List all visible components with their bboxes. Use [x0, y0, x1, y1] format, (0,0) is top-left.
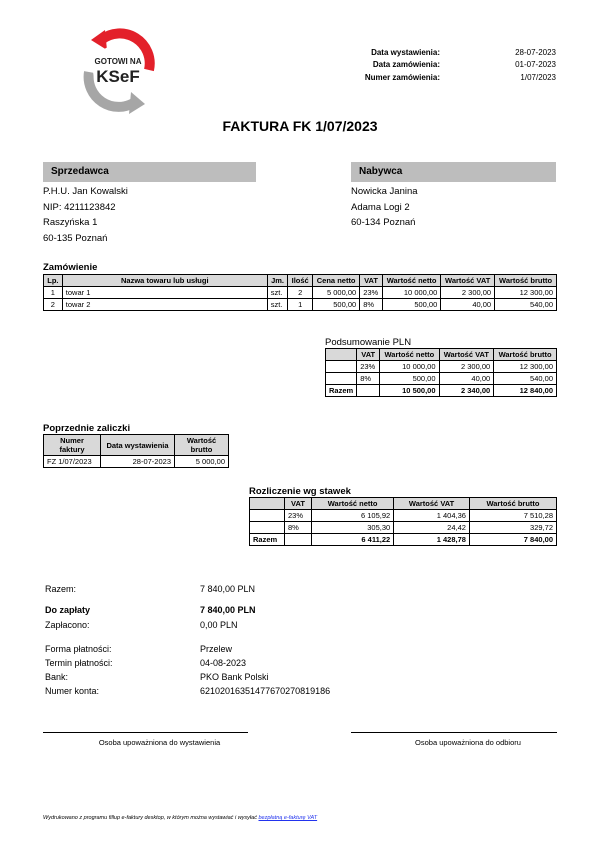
footer-link[interactable]: bezpłatną e-fakturę VAT: [258, 815, 318, 821]
col-header: [326, 349, 357, 361]
summary-label: Bank:: [45, 672, 69, 682]
col-header: Ilość: [288, 275, 313, 287]
cell: 8%: [285, 522, 312, 534]
meta-label: Numer zamówienia:: [364, 72, 440, 82]
meta-row: [300, 46, 556, 59]
summary-row: [45, 686, 445, 696]
buyer-line: 60-134 Poznań: [351, 217, 416, 228]
cell: towar 2: [62, 299, 267, 311]
cell: 1 428,78: [394, 534, 470, 546]
col-header: Cena netto: [313, 275, 360, 287]
table-row: [44, 456, 229, 468]
cell: 329,72: [469, 522, 556, 534]
summary-value: 7 840,00 PLN: [200, 605, 256, 615]
col-header: Wartość netto: [382, 275, 440, 287]
summary-label: Do zapłaty: [45, 605, 91, 615]
summary-value: 04-08-2023: [200, 658, 247, 668]
meta-value: 1/07/2023: [520, 72, 556, 82]
table-header-row: [44, 435, 229, 456]
cell: 40,00: [439, 373, 494, 385]
signature-label-issuer: Osoba upoważniona do wystawienia: [98, 738, 221, 747]
cell: [285, 534, 312, 546]
cell: 23%: [360, 287, 383, 299]
advances-table: [43, 434, 229, 468]
summary-label: Forma płatności:: [45, 644, 112, 654]
rates-table: [249, 497, 557, 546]
summary-label: Numer konta:: [45, 686, 100, 696]
col-header: Nazwa towaru lub usługi: [62, 275, 267, 287]
col-header: Lp.: [44, 275, 63, 287]
cell: 10 500,00: [380, 385, 439, 397]
seller-line: Raszyńska 1: [43, 217, 98, 228]
meta-value: 28-07-2023: [515, 47, 556, 57]
summary-value: Przelew: [200, 644, 233, 654]
col-header: Wartość brutto: [494, 349, 557, 361]
logo-line1: GOTOWI NA: [94, 57, 142, 66]
pln-summary-heading: Podsumowanie PLN: [325, 337, 412, 348]
rates-heading: Rozliczenie wg stawek: [249, 486, 351, 497]
cell: 5 000,00: [313, 287, 360, 299]
col-header: Wartość brutto: [175, 435, 229, 456]
seller-line: P.H.U. Jan Kowalski: [43, 186, 128, 197]
cell: towar 1: [62, 287, 267, 299]
summary-value: 0,00 PLN: [200, 620, 238, 630]
col-header: Wartość netto: [312, 498, 394, 510]
cell: [250, 522, 285, 534]
table-row: [326, 361, 557, 373]
summary-value: 62102016351477670270819186: [200, 686, 331, 696]
cell: 500,00: [382, 299, 440, 311]
cell: 1: [288, 299, 313, 311]
summary-value: PKO Bank Polski: [200, 672, 269, 682]
summary-row: [45, 658, 445, 668]
cell: szt.: [267, 287, 288, 299]
summary-label: Zapłacono:: [45, 620, 90, 630]
table-row: [250, 510, 557, 522]
summary-value: 7 840,00 PLN: [200, 584, 256, 594]
cell: szt.: [267, 299, 288, 311]
buyer-heading: Nabywca: [351, 162, 556, 182]
cell: 2: [44, 299, 63, 311]
table-total-row: [326, 385, 557, 397]
col-header: Jm.: [267, 275, 288, 287]
cell: [326, 373, 357, 385]
cell: 23%: [357, 361, 380, 373]
cell: 7 510,28: [469, 510, 556, 522]
cell: Razem: [250, 534, 285, 546]
cell: 10 000,00: [382, 287, 440, 299]
cell: FZ 1/07/2023: [44, 456, 101, 468]
cell: 305,30: [312, 522, 394, 534]
buyer-line: Adama Logi 2: [351, 201, 410, 213]
pln-summary-table: [325, 348, 557, 397]
cell: 40,00: [441, 299, 495, 311]
cell: 6 411,22: [312, 534, 394, 546]
seller-line: 60-135 Poznań: [43, 232, 108, 244]
cell: 12 300,00: [494, 361, 557, 373]
meta-label: Data zamówienia:: [372, 60, 440, 70]
col-header: Wartość VAT: [439, 349, 494, 361]
cell: [326, 361, 357, 373]
invoice-title: FAKTURA FK 1/07/2023: [222, 118, 378, 134]
cell: 1: [44, 287, 63, 299]
invoice-meta: [300, 46, 556, 84]
cell: 5 000,00: [175, 456, 229, 468]
signature-line: [43, 732, 248, 733]
col-header: Wartość brutto: [469, 498, 556, 510]
table-row: [44, 287, 557, 299]
cell: 500,00: [313, 299, 360, 311]
col-header: Wartość brutto: [495, 275, 557, 287]
seller-details: [43, 184, 128, 246]
table-total-row: [250, 534, 557, 546]
col-header: [250, 498, 285, 510]
cell: 2 340,00: [439, 385, 494, 397]
table-row: [44, 299, 557, 311]
cell: 6 105,92: [312, 510, 394, 522]
logo-line2: KSeF: [96, 67, 140, 86]
table-row: [326, 373, 557, 385]
signature-line: [351, 732, 557, 733]
meta-row: [300, 59, 556, 72]
cell: 12 300,00: [495, 287, 557, 299]
cell: [250, 510, 285, 522]
cell: 12 840,00: [494, 385, 557, 397]
cell: 10 000,00: [380, 361, 439, 373]
table-header-row: [44, 275, 557, 287]
cell: 1 404,36: [394, 510, 470, 522]
summary-row: [45, 620, 445, 630]
cell: 8%: [357, 373, 380, 385]
summary-row: [45, 605, 445, 615]
cell: 2 300,00: [441, 287, 495, 299]
signature-label-receiver: Osoba upoważniona do odbioru: [415, 738, 521, 747]
order-heading: Zamówienie: [43, 262, 98, 273]
cell: 24,42: [394, 522, 470, 534]
footer-text: Wydrukowano z programu fillup e-faktury desktop, w którym można wystawiać i wysyłać: [43, 815, 259, 821]
summary-label: Termin płatności:: [45, 658, 113, 668]
table-header-row: [250, 498, 557, 510]
cell: 2 300,00: [439, 361, 494, 373]
summary-label: Razem:: [45, 584, 77, 594]
advances-heading: Poprzednie zaliczki: [43, 423, 131, 434]
cell: 8%: [360, 299, 383, 311]
cell: 28-07-2023: [101, 456, 175, 468]
col-header: Wartość VAT: [394, 498, 470, 510]
buyer-details: [351, 184, 418, 231]
table-header-row: [326, 349, 557, 361]
seller-heading: Sprzedawca: [43, 162, 256, 182]
cell: 540,00: [495, 299, 557, 311]
meta-row: [300, 71, 556, 84]
cell: 500,00: [380, 373, 439, 385]
col-header: Wartość VAT: [441, 275, 495, 287]
col-header: VAT: [357, 349, 380, 361]
cell: [357, 385, 380, 397]
ksef-logo: [79, 24, 157, 116]
summary-row: [45, 672, 445, 682]
summary-row: [45, 584, 445, 594]
cell: 2: [288, 287, 313, 299]
col-header: VAT: [285, 498, 312, 510]
col-header: Data wystawienia: [101, 435, 175, 456]
cell: 23%: [285, 510, 312, 522]
col-header: Wartość netto: [380, 349, 439, 361]
meta-value: 01-07-2023: [515, 60, 556, 70]
buyer-line: Nowicka Janina: [351, 186, 418, 197]
order-table: [43, 274, 557, 311]
meta-label: Data wystawienia:: [371, 47, 440, 57]
cell: 7 840,00: [469, 534, 556, 546]
col-header: VAT: [360, 275, 383, 287]
footer-note: [43, 815, 317, 821]
table-row: [250, 522, 557, 534]
summary-row: [45, 644, 445, 654]
cell: Razem: [326, 385, 357, 397]
seller-line: NIP: 4211123842: [43, 201, 116, 213]
cell: 540,00: [494, 373, 557, 385]
col-header: Numer faktury: [44, 435, 101, 456]
